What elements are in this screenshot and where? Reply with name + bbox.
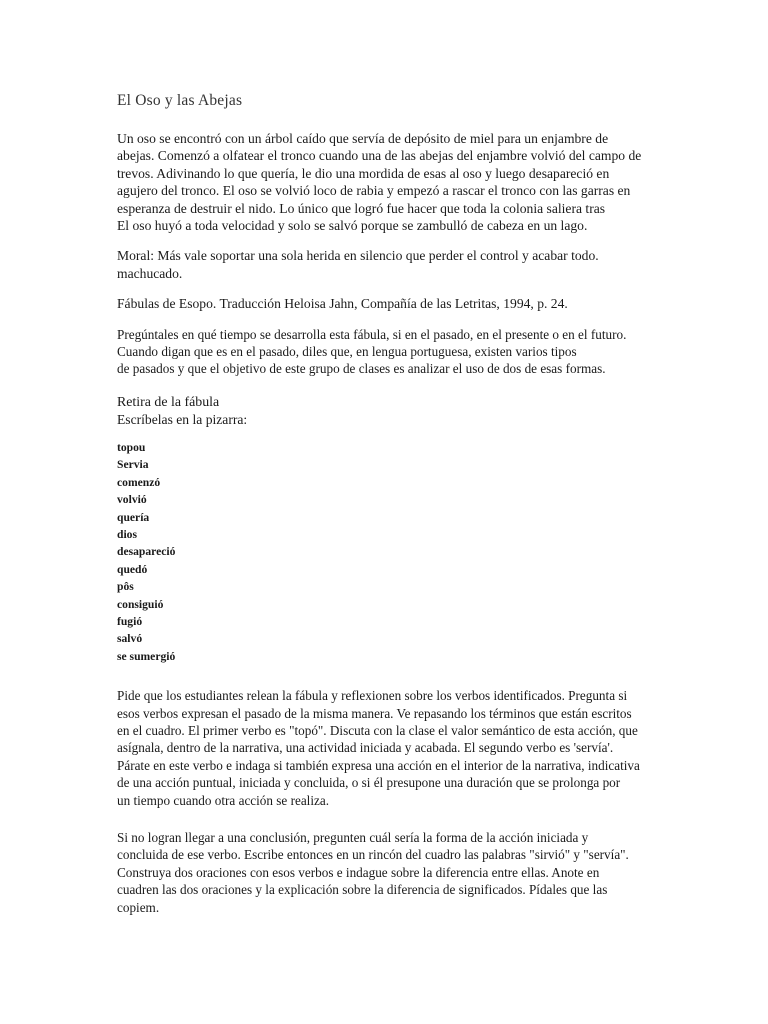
story-line: El oso huyó a toda velocidad y solo se salvó porque se zambulló de cabeza en un lago. — [117, 218, 588, 234]
story-line: Un oso se encontró con un árbol caído que servía de depósito de miel para un enjambre de — [117, 131, 609, 146]
verb-item: consiguió — [117, 597, 164, 611]
verb-item: salvó — [117, 632, 143, 646]
story-line: agujero del tronco. El oso se volvió loco de rabia y empezó a rascar el tronco con las garras en — [117, 183, 631, 199]
reflection-line: Párate en este verbo e indaga si también expresa una acción en el interior de la narrativa, indicativa — [117, 757, 640, 773]
conclusion-paragraph — [117, 829, 629, 916]
story-line: abejas. Comenzó a olfatear el tronco cuando una de las abejas del enjambre volvió del campo de — [117, 148, 642, 164]
instructions-line: Pregúntales en qué tiempo se desarrolla esta fábula, si en el pasado, en el presente o en el futuro. — [117, 326, 627, 342]
story-paragraph — [117, 130, 642, 234]
subheading-2: Escríbelas en la pizarra: — [117, 411, 248, 427]
instructions-paragraph — [117, 326, 627, 378]
conclusion-line: Construya dos oraciones con esos verbos e indague sobre la diferencia entre ellas. Anote en — [117, 864, 600, 880]
reflection-line: Pide que los estudiantes relean la fábula y reflexionen sobre los verbos identificados. Pregunta si — [117, 688, 628, 704]
moral-line: Moral: Más vale soportar una sola herida en silencio que perder el control y acabar todo. — [117, 248, 599, 264]
reflection-line: en el cuadro. El primer verbo es "topó". Discuta con la clase el valor semántico de esta acción, que — [117, 722, 638, 738]
verb-item: quería — [117, 510, 150, 524]
conclusion-line: Si no logran llegar a una conclusión, pregunten cuál sería la forma de la acción iniciada y — [117, 830, 589, 845]
verb-item: topou — [117, 440, 146, 454]
moral-paragraph — [117, 247, 623, 282]
verb-item: comenzó — [117, 475, 161, 489]
reflection-line: esos verbos expresan el pasado de la misma manera. Ve repasando los términos que están escritos — [117, 705, 632, 721]
source-citation — [117, 295, 623, 312]
document-title: El Oso y las Abejas — [117, 92, 243, 109]
reflection-paragraph — [117, 687, 640, 809]
verb-item: Servia — [117, 458, 149, 472]
verbs-heading — [117, 394, 623, 428]
instructions-line: Cuando digan que es en el pasado, diles que, en lengua portuguesa, existen varios tipos — [117, 344, 577, 360]
conclusion-line: concluida de ese verbo. Escribe entonces en un rincón del cuadro las palabras "sirvió" y "servía". — [117, 847, 629, 863]
verb-item: quedó — [117, 562, 148, 576]
story-line: trevos. Adivinando lo que quería, le dio una mordida de esas al oso y luego desapareció en — [117, 165, 610, 181]
conclusion-line: copiem. — [117, 899, 160, 915]
reflection-line: asígnala, dentro de la narrativa, una actividad iniciada y acabada. El segundo verbo es 'servía'. — [117, 740, 614, 756]
document-body — [117, 92, 642, 929]
verb-list — [117, 439, 623, 665]
verb-item: pôs — [117, 580, 134, 594]
reflection-line: de una acción puntual, iniciada y concluida, o si él presupone una duración que se prolonga por — [117, 775, 621, 791]
verb-item: se sumergió — [117, 649, 176, 663]
source-line: Fábulas de Esopo. Traducción Heloisa Jahn, Compañía de las Letritas, 1994, p. 24. — [117, 296, 568, 312]
conclusion-line: cuadren las dos oraciones y la explicación sobre la diferencia de significados. Pídales que las — [117, 882, 608, 898]
instructions-line: de pasados y que el objetivo de este grupo de clases es analizar el uso de dos de esas formas. — [117, 361, 606, 377]
subheading: Retira de la fábula — [117, 394, 220, 410]
verb-item: fugió — [117, 614, 143, 628]
story-line: esperanza de destruir el nido. Lo único que logró fue hacer que toda la colonia saliera tras — [117, 200, 606, 216]
verb-item: desapareció — [117, 545, 176, 559]
moral-line: machucado. — [117, 265, 183, 281]
verb-item: volvió — [117, 493, 147, 507]
verb-item: dios — [117, 527, 137, 541]
reflection-line: un tiempo cuando otra acción se realiza. — [117, 792, 330, 808]
